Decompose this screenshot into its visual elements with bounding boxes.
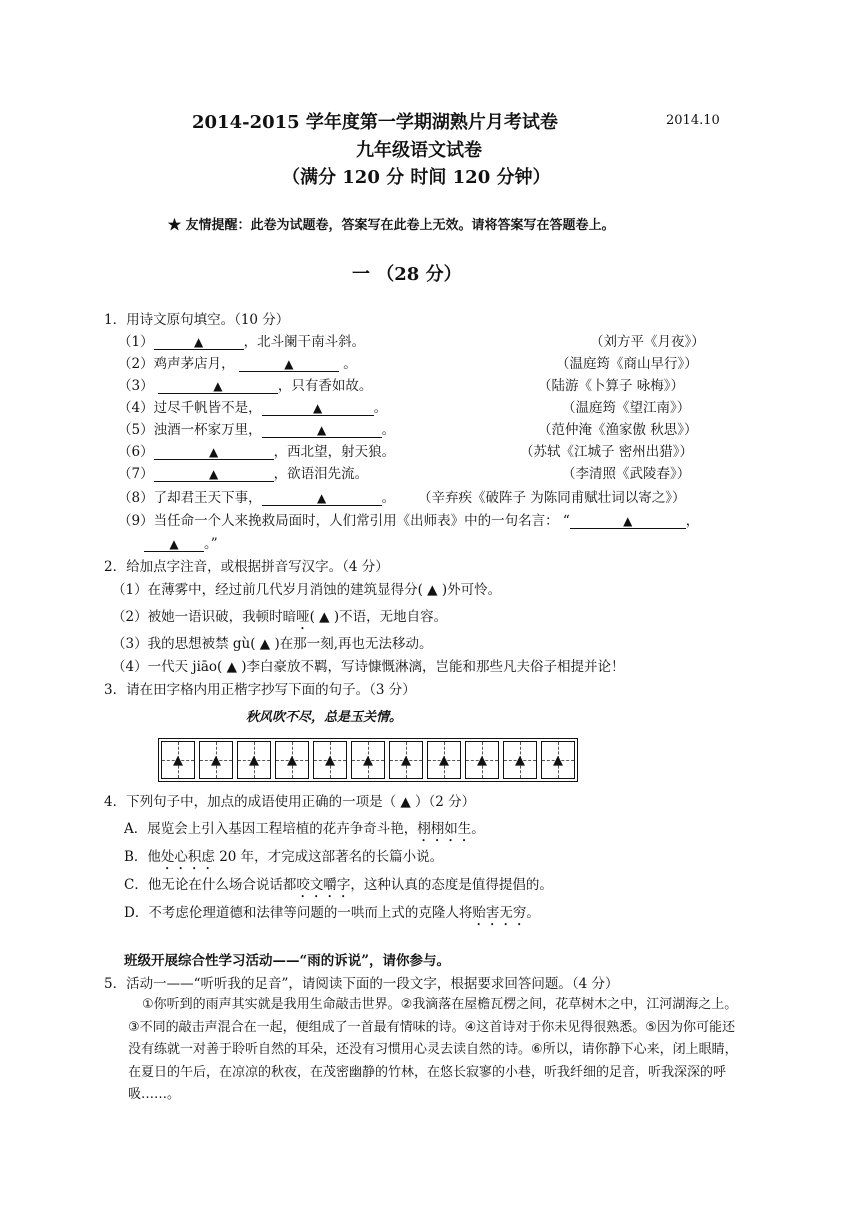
grid-cell[interactable]: ▲	[199, 741, 233, 779]
section-heading: 一 （28 分）	[352, 264, 462, 285]
grid-cell[interactable]: ▲	[541, 741, 575, 779]
q1-source-5: （范仲淹《渔家傲 秋思》）	[538, 422, 698, 438]
q4-option-b: B．他处心积虑 20 年，才完成这部著名的长篇小说。	[124, 849, 444, 865]
exam-date: 2014.10	[666, 113, 720, 128]
grid-cell[interactable]: ▲	[161, 741, 195, 779]
grid-cell[interactable]: ▲	[275, 741, 309, 779]
q1-source-7: （李清照《武陵春》）	[562, 466, 691, 482]
q5-passage: ①你听到的雨声其实就是我用生命敲击世界。②我滴落在屋檐瓦楞之间，花草树木之中，江河湖海之上。③不同的敲击声混合在一起，便组成了一首最有情味的诗。④这首诗对于你未见得很熟悉。⑤因为你可能还没有练就一对善于聆听自然的耳朵，还没有习惯用心灵去读自然的诗。⑥所以，请你静下心来，闭上眼睛，在夏日的午后，在凉凉的秋夜，在茂密幽静的竹林，在悠长寂寥的小巷，听我纤细的足音，听我深深的呼吸……。	[128, 997, 738, 1102]
q4-stem: 4．下列句子中，加点的成语使用正确的一项是（ ▲ ）（2 分）	[104, 794, 476, 810]
q1-item-2: （2）鸡声茅店月， ▲ 。	[118, 356, 357, 372]
q5-stem: 5．活动一——“听听我的足音”，请阅读下面的一段文字，根据要求回答问题。（4 分）	[104, 976, 619, 992]
grid-cell[interactable]: ▲	[237, 741, 271, 779]
q1-item-6: （6） ▲ ，西北望，射天狼。	[118, 444, 396, 460]
exam-title: 2014-2015 学年度第一学期湖熟片月考试卷	[192, 112, 558, 133]
q2-item-2: （2）被她一语识破，我顿时暗哑( ▲ )不语，无地自容。	[112, 609, 448, 625]
q1-item-8: （8）了却君王天下事， ▲ 。	[118, 490, 396, 506]
q2-item-4: （4）一代天 jiāo( ▲ )李白豪放不羁，写诗慷慨淋漓，岂能和那些凡夫俗子相提并论！	[112, 659, 625, 675]
grid-cell[interactable]: ▲	[427, 741, 461, 779]
q1-source-3: （陆游《卜算子 咏梅》）	[538, 378, 685, 394]
tianzige-grid	[158, 738, 578, 782]
q1-item-9-cont: ▲ 。”	[144, 532, 218, 552]
q4-option-a: A．展览会上引入基因工程培植的花卉争奇斗艳，栩栩如生。	[124, 821, 485, 837]
q4-option-c: C．他无论在什么场合说话都咬文嚼字，这种认真的态度是值得提倡的。	[124, 877, 553, 893]
q3-sentence: 秋风吹不尽，总是玉关情。	[246, 710, 403, 725]
q1-item-7: （7） ▲ ，欲语泪先流。	[118, 466, 369, 482]
q1-source-2: （温庭筠《商山早行》）	[556, 356, 698, 372]
q1-stem: 1．用诗文原句填空。（10 分）	[104, 312, 290, 328]
q1-item-5: （5）浊酒一杯家万里， ▲ 。	[118, 422, 396, 438]
q1-source-4: （温庭筠《望江南》）	[562, 400, 691, 416]
q1-source-1: （刘方平《月夜》）	[590, 334, 705, 350]
q2-item-1: （1）在薄雾中，经过前几代岁月消蚀的建筑显得分( ▲ )外可怜。	[112, 582, 502, 598]
grid-cell[interactable]: ▲	[313, 741, 347, 779]
q1-item-1: （1） ▲ ，北斗阑干南斗斜。	[118, 334, 366, 350]
q1-item-9: （9）当任命一个人来挽救局面时，人们常引用《出师表》中的一句名言： “ ▲ ，	[118, 513, 700, 529]
score-time: （满分 120 分 时间 120 分钟）	[282, 167, 551, 188]
activity-intro: 班级开展综合性学习活动——“雨的诉说”，请你参与。	[124, 953, 451, 969]
grid-cell[interactable]: ▲	[465, 741, 499, 779]
q1-item-3: （3） ▲ ，只有香如故。	[118, 378, 373, 394]
q1-item-4: （4）过尽千帆皆不是， ▲ 。	[118, 400, 388, 416]
notice: ★ 友情提醒：此卷为试题卷，答案写在此卷上无效。请将答案写在答题卷上。	[168, 218, 615, 233]
grid-cell[interactable]: ▲	[351, 741, 385, 779]
grid-cell[interactable]: ▲	[389, 741, 423, 779]
q2-stem: 2．给加点字注音，或根据拼音写汉字。（4 分）	[104, 559, 389, 575]
exam-subtitle: 九年级语文试卷	[356, 140, 482, 161]
q1-source-6: （苏轼《江城子 密州出猎》）	[520, 444, 694, 460]
q1-source-8: （辛弃疾《破阵子 为陈同甫赋壮词以寄之》）	[418, 490, 686, 506]
grid-cell[interactable]: ▲	[503, 741, 537, 779]
q2-item-3: （3）我的思想被禁 gù( ▲ )在那一刻,再也无法移动。	[112, 636, 433, 652]
q4-option-d: D．不考虑伦理道德和法律等问题的一哄而上式的克隆人将贻害无穷。	[124, 905, 540, 921]
q3-stem: 3．请在田字格内用正楷字抄写下面的句子。（3 分）	[104, 682, 416, 698]
